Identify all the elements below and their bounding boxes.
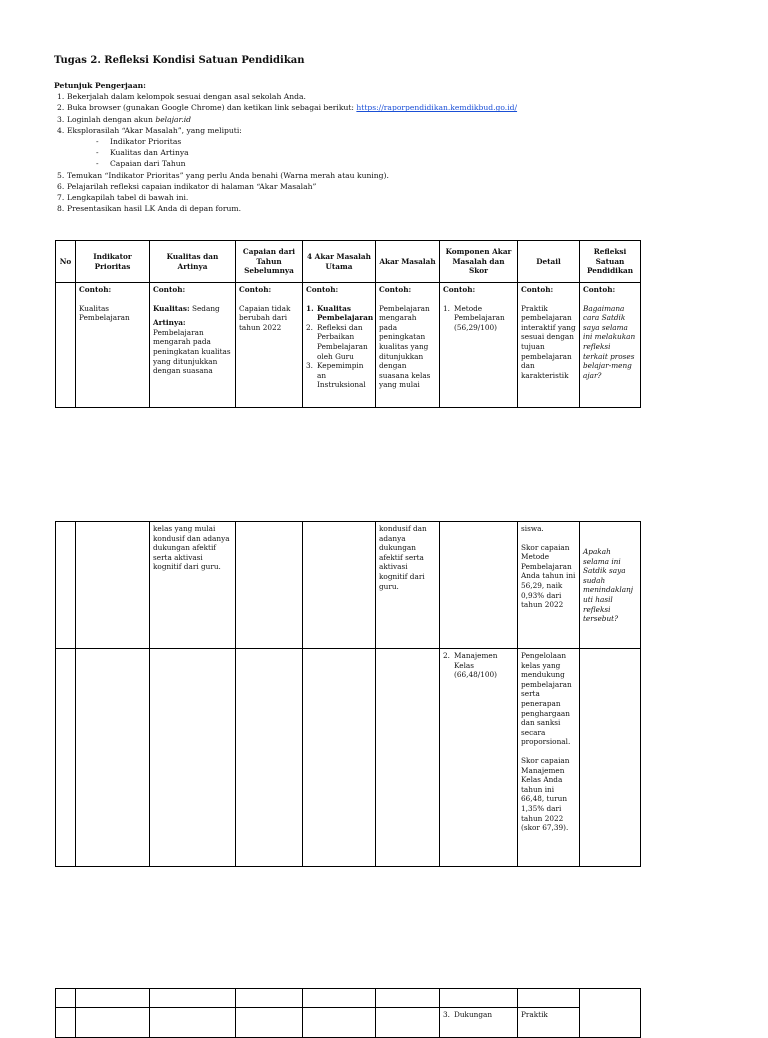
cell-detail-3: Praktik <box>518 1008 580 1038</box>
refleksi-table-part3 <box>55 988 641 1038</box>
step-6: 6. Pelajarilah refleksi capaian indikator di halaman “Akar Masalah” <box>57 181 317 191</box>
cell-komponen: Contoh: 1. Metode Pembelajaran (56,29/100) <box>440 283 518 408</box>
header-no: No <box>56 241 76 283</box>
refleksi-table-part2 <box>55 521 641 867</box>
header-komponen: Komponen Akar Masalah dan Skor <box>440 241 518 283</box>
cell-akar-cont: kondusif dan adanya dukungan afektif serta aktivasi kognitif dari guru. <box>376 522 440 649</box>
step-1: 1. Bekerjalah dalam kelompok sesuai dengan asal sekolah Anda. <box>57 92 306 102</box>
cell-kualitas-cont: kelas yang mulai kondusif dan adanya dukungan afektif serta aktivasi kognitif dari guru. <box>150 522 236 649</box>
step-7: 7. Lengkapilah tabel di bawah ini. <box>57 193 189 203</box>
cell-no <box>56 283 76 408</box>
header-refleksi: Refleksi Satuan Pendidikan <box>580 241 641 283</box>
cell-detail-2: Pengelolaan kelas yang mendukung pembelajaran serta penerapan penghargaan dan sanksi secara proporsional. Skor capaian Manajemen Kelas Anda tahun ini 66,48, turun 1,35% dari tahun 2022 (skor 67,39). <box>518 649 580 867</box>
instructions-heading: Petunjuk Pengerjaan: <box>54 81 146 90</box>
header-akar-utama: 4 Akar Masalah Utama <box>303 241 376 283</box>
step-5: 5. Temukan “Indikator Prioritas” yang perlu Anda benahi (Warna merah atau kuning). <box>57 170 389 180</box>
cell-detail-cont: siswa. Skor capaian Metode Pembelajaran Anda tahun ini 56,29, naik 0,93% dari tahun 2022 <box>518 522 580 649</box>
header-capaian: Capaian dari Tahun Sebelumnya <box>236 241 303 283</box>
header-akar-masalah: Akar Masalah <box>376 241 440 283</box>
cell-akar-masalah: Contoh: Pembelajaran mengarah pada peningkatan kualitas yang ditunjukkan dengan suasana kelas yang mulai <box>376 283 440 408</box>
sub-item: - Indikator Prioritas <box>96 137 182 147</box>
step-8: 8. Presentasikan hasil LK Anda di depan forum. <box>57 204 242 214</box>
cell-detail: Contoh: Praktik pembelajaran interaktif yang sesuai dengan tujuan pembelajaran dan karakteristik <box>518 283 580 408</box>
cell-akar-utama: Contoh: 1. Kualitas Pembelajaran 2. Refleksi dan Perbaikan Pembelajaran oleh Guru 3. Kepemimpin an Instruksional <box>303 283 376 408</box>
cell-refleksi-cont: Apakah selama ini Satdik saya sudah menindaklanj uti hasil refleksi tersebut? <box>580 522 641 649</box>
table-row-continued <box>56 522 641 649</box>
rapor-pendidikan-link[interactable]: https://raporpendidikan.kemdikbud.go.id/ <box>356 103 518 113</box>
cell-refleksi: Contoh: Bagaimana cara Satdik saya selama ini melakukan refleksi terkait proses belajar-meng ajar? <box>580 283 641 408</box>
instructions <box>54 80 654 214</box>
cell-capaian: Contoh: Capaian tidak berubah dari tahun 2022 <box>236 283 303 408</box>
table-row-dukungan <box>56 1008 641 1038</box>
sub-item: - Kualitas dan Artinya <box>96 148 189 158</box>
page-title: Tugas 2. Refleksi Kondisi Satuan Pendidikan <box>54 55 305 66</box>
table-row-contoh <box>56 283 641 408</box>
table-row-blank <box>56 989 641 1008</box>
table-row-manajemen-kelas <box>56 649 641 867</box>
sub-item: - Capaian dari Tahun <box>96 159 186 169</box>
step-2: 2. Buka browser (gunakan Google Chrome) dan ketikan link sebagai berikut: https://raporpendidikan.kemdikbud.go.id/ <box>57 103 518 113</box>
cell-komponen-3: 3. Dukungan <box>440 1008 518 1038</box>
header-kualitas: Kualitas dan Artinya <box>150 241 236 283</box>
table-header-row <box>56 241 641 283</box>
header-detail: Detail <box>518 241 580 283</box>
refleksi-table-part1 <box>55 240 641 408</box>
cell-indikator: Contoh: Kualitas Pembelajaran <box>76 283 150 408</box>
step-3: 3. Loginlah dengan akun belajar.id <box>57 114 192 124</box>
cell-kualitas: Contoh: Kualitas: Sedang Artinya: Pembelajaran mengarah pada peningkatan kualitas yang ditunjukkan dengan suasana <box>150 283 236 408</box>
cell-komponen-2: 2. Manajemen Kelas (66,48/100) <box>440 649 518 867</box>
header-indikator: Indikator Prioritas <box>76 241 150 283</box>
step-4: 4. Eksplorasilah “Akar Masalah”, yang meliputi: <box>57 125 242 135</box>
